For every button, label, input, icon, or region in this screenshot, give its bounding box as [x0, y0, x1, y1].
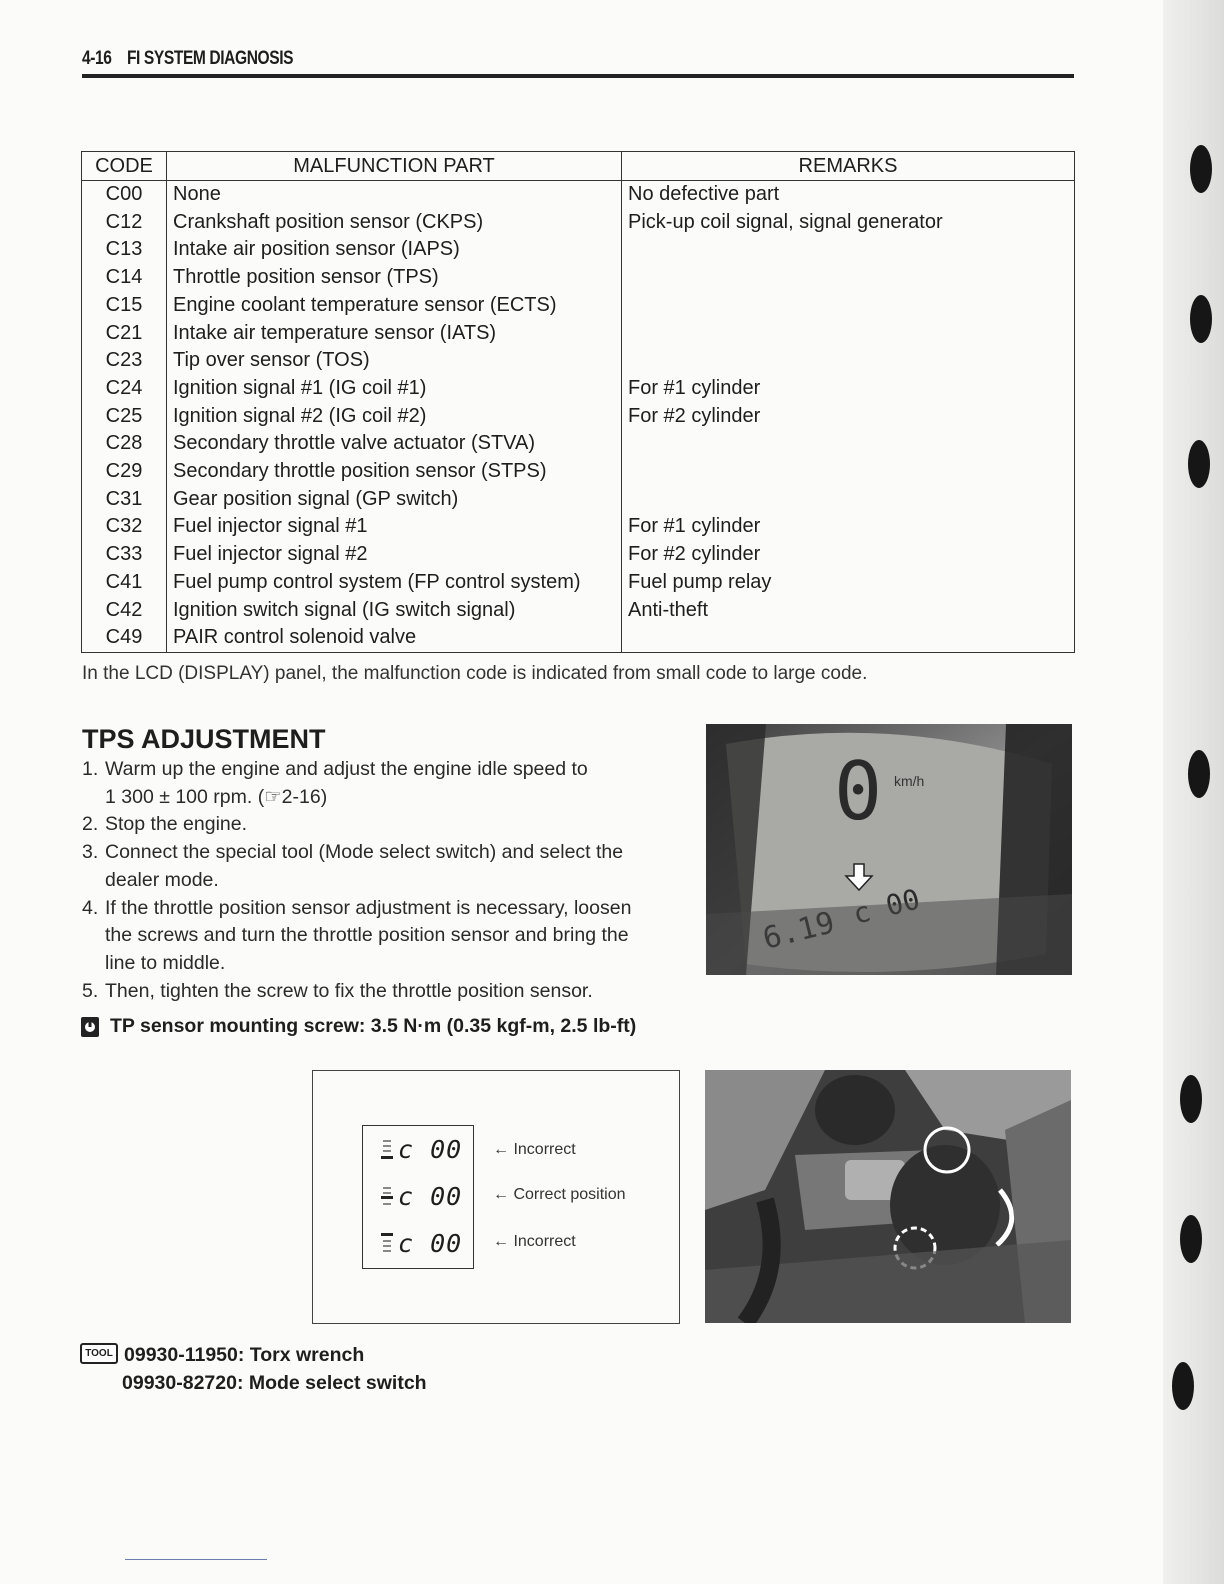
- lcd-row-incorrect-bottom: [363, 1220, 473, 1267]
- code-cell: C25: [82, 403, 167, 431]
- table-row: [82, 541, 1075, 569]
- table-row: [82, 513, 1075, 541]
- malfunction-part-cell: Fuel pump control system (FP control system): [167, 569, 622, 597]
- remarks-cell: [622, 430, 1075, 458]
- lcd-code: c 00: [398, 1135, 463, 1164]
- binding-hole: [1180, 1215, 1202, 1263]
- malfunction-part-cell: PAIR control solenoid valve: [167, 624, 622, 652]
- code-cell: C28: [82, 430, 167, 458]
- table-row: [82, 569, 1075, 597]
- malfunction-part-cell: Throttle position sensor (TPS): [167, 264, 622, 292]
- header-rule: [82, 74, 1074, 78]
- tps-bar-icon: [381, 1138, 393, 1162]
- remarks-cell: [622, 236, 1075, 264]
- section-title: TPS ADJUSTMENT: [82, 724, 326, 754]
- code-cell: C29: [82, 458, 167, 486]
- column-header: REMARKS: [622, 152, 1075, 181]
- table-row: [82, 403, 1075, 431]
- malfunction-code-table: [81, 151, 1075, 653]
- remarks-cell: Anti-theft: [622, 597, 1075, 625]
- table-row: [82, 347, 1075, 375]
- torque-spec: [80, 1015, 636, 1038]
- remarks-cell: For #1 cylinder: [622, 375, 1075, 403]
- list-item: 5. Then, tighten the screw to fix the throttle position sensor.: [82, 979, 593, 1002]
- table-row: [82, 375, 1075, 403]
- code-cell: C13: [82, 236, 167, 264]
- lcd-row-correct: [363, 1173, 473, 1220]
- remarks-cell: Pick-up coil signal, signal generator: [622, 209, 1075, 237]
- tps-bar-icon: [381, 1232, 393, 1256]
- table-row: [82, 320, 1075, 348]
- binding-hole: [1172, 1362, 1194, 1410]
- lcd-code: c 00: [398, 1229, 463, 1258]
- malfunction-part-cell: Ignition signal #1 (IG coil #1): [167, 375, 622, 403]
- code-cell: C33: [82, 541, 167, 569]
- section-name: FI SYSTEM DIAGNOSIS: [126, 48, 294, 69]
- label-incorrect-bottom: ← Incorrect: [493, 1233, 576, 1250]
- svg-text:km/h: km/h: [894, 773, 925, 789]
- binding-hole: [1188, 750, 1210, 798]
- code-cell: C42: [82, 597, 167, 625]
- remarks-cell: No defective part: [622, 181, 1075, 209]
- table-row: [82, 486, 1075, 514]
- remarks-cell: Fuel pump relay: [622, 569, 1075, 597]
- special-tools: [80, 1341, 427, 1397]
- list-item: 3. Connect the special tool (Mode select switch) and select the dealer mode.: [82, 841, 624, 891]
- throttle-sensor-photo: [705, 1070, 1071, 1323]
- torque-wrench-icon: [80, 1016, 100, 1038]
- code-cell: C32: [82, 513, 167, 541]
- binding-hole: [1190, 145, 1212, 193]
- malfunction-part-cell: Secondary throttle position sensor (STPS): [167, 458, 622, 486]
- tool-icon: TOOL: [80, 1343, 118, 1364]
- code-cell: C49: [82, 624, 167, 652]
- binding-hole: [1180, 1075, 1202, 1123]
- torque-text: TP sensor mounting screw: 3.5 N·m (0.35 kgf-m, 2.5 lb-ft): [110, 1015, 637, 1037]
- code-cell: C14: [82, 264, 167, 292]
- malfunction-part-cell: Secondary throttle valve actuator (STVA): [167, 430, 622, 458]
- meter-photo-illustration: [706, 724, 1072, 975]
- table-row: [82, 597, 1075, 625]
- malfunction-part-cell: Gear position signal (GP switch): [167, 486, 622, 514]
- table-row: [82, 209, 1075, 237]
- binding-hole: [1190, 295, 1212, 343]
- malfunction-part-cell: Ignition signal #2 (IG coil #2): [167, 403, 622, 431]
- malfunction-part-cell: Fuel injector signal #1: [167, 513, 622, 541]
- remarks-cell: [622, 264, 1075, 292]
- remarks-cell: [622, 624, 1075, 652]
- lcd-row-incorrect-top: [363, 1126, 473, 1173]
- code-cell: C21: [82, 320, 167, 348]
- binding-hole: [1188, 440, 1210, 488]
- remarks-cell: For #2 cylinder: [622, 403, 1075, 431]
- table-note: In the LCD (DISPLAY) panel, the malfunction code is indicated from small code to large code.: [82, 663, 868, 684]
- remarks-cell: [622, 486, 1075, 514]
- lcd-code: c 00: [398, 1182, 463, 1211]
- malfunction-part-cell: Crankshaft position sensor (CKPS): [167, 209, 622, 237]
- tool-item: 09930-82720: Mode select switch: [122, 1372, 427, 1394]
- table-row: [82, 236, 1075, 264]
- tps-bar-icon: [381, 1185, 393, 1209]
- lcd-display-illustration: [362, 1125, 474, 1269]
- table-row: [82, 181, 1075, 209]
- remarks-cell: [622, 347, 1075, 375]
- label-correct-position: ← Correct position: [493, 1186, 626, 1203]
- procedure-steps: [82, 756, 682, 1005]
- code-cell: C00: [82, 181, 167, 209]
- table-header-row: [82, 152, 1075, 181]
- remarks-cell: For #1 cylinder: [622, 513, 1075, 541]
- malfunction-part-cell: Tip over sensor (TOS): [167, 347, 622, 375]
- code-cell: C41: [82, 569, 167, 597]
- table-row: [82, 458, 1075, 486]
- column-header: MALFUNCTION PART: [167, 152, 622, 181]
- malfunction-part-cell: Ignition switch signal (IG switch signal): [167, 597, 622, 625]
- malfunction-part-cell: Intake air position sensor (IAPS): [167, 236, 622, 264]
- code-cell: C12: [82, 209, 167, 237]
- table-row: [82, 264, 1075, 292]
- malfunction-part-cell: Fuel injector signal #2: [167, 541, 622, 569]
- page-number: 4-16: [82, 48, 112, 69]
- code-cell: C31: [82, 486, 167, 514]
- table-row: [82, 624, 1075, 652]
- remarks-cell: [622, 320, 1075, 348]
- footer-line: [125, 1559, 267, 1560]
- table-row: [82, 430, 1075, 458]
- code-cell: C23: [82, 347, 167, 375]
- remarks-cell: [622, 292, 1075, 320]
- svg-text:0: 0: [834, 745, 883, 838]
- lcd-panel-photo: [706, 724, 1072, 975]
- page-header: [82, 48, 293, 70]
- code-cell: C15: [82, 292, 167, 320]
- malfunction-part-cell: None: [167, 181, 622, 209]
- remarks-cell: For #2 cylinder: [622, 541, 1075, 569]
- list-item: 1. Warm up the engine and adjust the engine idle speed to 1 300 ± 100 rpm. (☞2-16): [82, 758, 588, 808]
- malfunction-part-cell: Engine coolant temperature sensor (ECTS): [167, 292, 622, 320]
- column-header: CODE: [82, 152, 167, 181]
- list-item: 2. Stop the engine.: [82, 813, 248, 836]
- tool-item: 09930-11950: Torx wrench: [124, 1344, 365, 1366]
- malfunction-part-cell: Intake air temperature sensor (IATS): [167, 320, 622, 348]
- code-cell: C24: [82, 375, 167, 403]
- table-row: [82, 292, 1075, 320]
- throttle-body-illustration: [705, 1070, 1071, 1323]
- lcd-position-diagram: [312, 1070, 680, 1324]
- list-item: 4. If the throttle position sensor adjustment is necessary, loosen the screws and turn the throttle position sensor and bring the line to middle.: [82, 896, 632, 974]
- label-incorrect-top: ← Incorrect: [493, 1141, 576, 1158]
- remarks-cell: [622, 458, 1075, 486]
